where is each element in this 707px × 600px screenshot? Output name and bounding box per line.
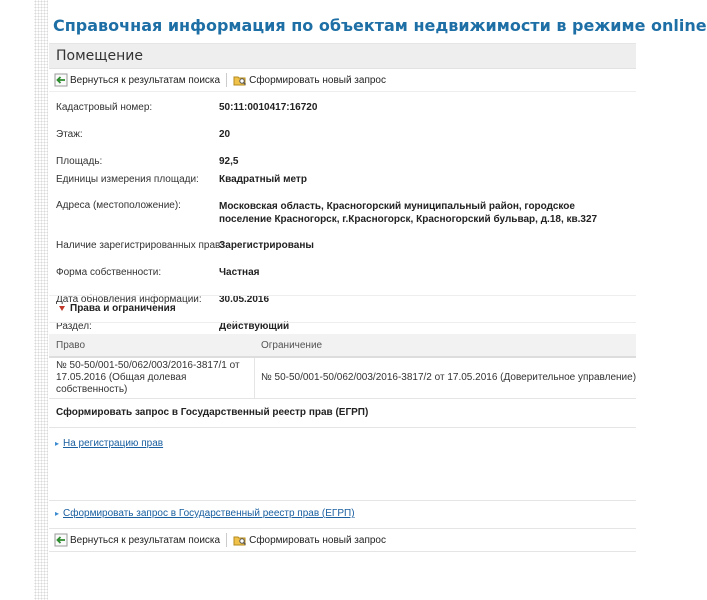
back-to-results-button[interactable] [54,73,220,87]
registration-link[interactable]: На регистрацию прав [63,438,164,449]
registration-link-row [49,427,636,473]
back-to-results-button[interactable] [54,533,220,547]
field-label: Форма собственности: [56,267,162,278]
field-label: Кадастровый номер: [56,102,153,113]
top-toolbar [49,69,636,92]
new-request-label: Сформировать новый запрос [249,74,386,86]
field-label: Единицы измерения площади: [56,174,199,185]
field-value: Квадратный метр [219,174,307,185]
field-label: Раздел: [56,321,92,332]
link-arrow-icon: ▸ [55,439,60,448]
field-value: Действующий [219,321,290,332]
field-label: Наличие зарегистрированных прав: [56,240,224,251]
field-value: 92,5 [219,156,239,167]
field-value: 30.05.2016 [219,294,270,305]
toolbar-separator [226,533,227,547]
column-header-right: Право [56,340,86,351]
new-request-button[interactable] [233,533,386,547]
table-row [49,358,636,399]
cell-divider [254,358,255,398]
field-value: Зарегистрированы [219,240,314,251]
property-panel [49,43,636,551]
back-to-results-label: Вернуться к результатам поиска [70,534,221,546]
field-value: 20 [219,129,231,140]
column-header-restriction: Ограничение [261,340,323,351]
right-cell: № 50-50/001-50/062/003/2016-3817/1 от 17.05.2016 (Общая долевая собственность) [56,360,240,395]
toolbar-separator [226,73,227,87]
back-arrow-icon [54,73,68,87]
new-request-label: Сформировать новый запрос [249,534,386,546]
field-label: Дата обновления информации: [56,294,202,305]
egrp-request-title: Сформировать запрос в Государственный реестр прав (ЕГРП) [56,407,369,418]
folder-search-icon [233,533,247,547]
back-to-results-label: Вернуться к результатам поиска [70,74,221,86]
decorative-dotted-border [34,0,48,600]
restriction-cell: № 50-50/001-50/062/003/2016-3817/2 от 17.05.2016 (Доверительное управление) [261,372,637,383]
field-label: Этаж: [56,129,83,140]
field-label: Площадь: [56,156,103,167]
new-request-button[interactable] [233,73,386,87]
egrp-request-link[interactable]: Сформировать запрос в Государственный реестр прав (ЕГРП) [63,508,355,519]
collapse-triangle-icon [59,306,65,311]
field-value: 50:11:0010417:16720 [219,102,318,113]
rights-section-title: Права и ограничения [70,303,176,314]
link-arrow-icon: ▸ [55,509,60,518]
field-label: Адреса (местоположение): [56,200,181,211]
panel-title: Помещение [49,44,636,69]
page-title: Справочная информация по объектам недвижимости в режиме online [53,16,707,35]
folder-search-icon [233,73,247,87]
bottom-toolbar [49,528,636,552]
field-value: Частная [219,267,260,278]
field-value: Московская область, Красногорский муниципальный район, городское поселение Красногорск, г.Красногорск, Красногорский бульвар, д.18, кв.327 [219,201,598,225]
egrp-request-link-row [49,500,636,529]
rights-section-toggle[interactable] [49,295,636,323]
rights-table-header [49,334,636,358]
back-arrow-icon [54,533,68,547]
